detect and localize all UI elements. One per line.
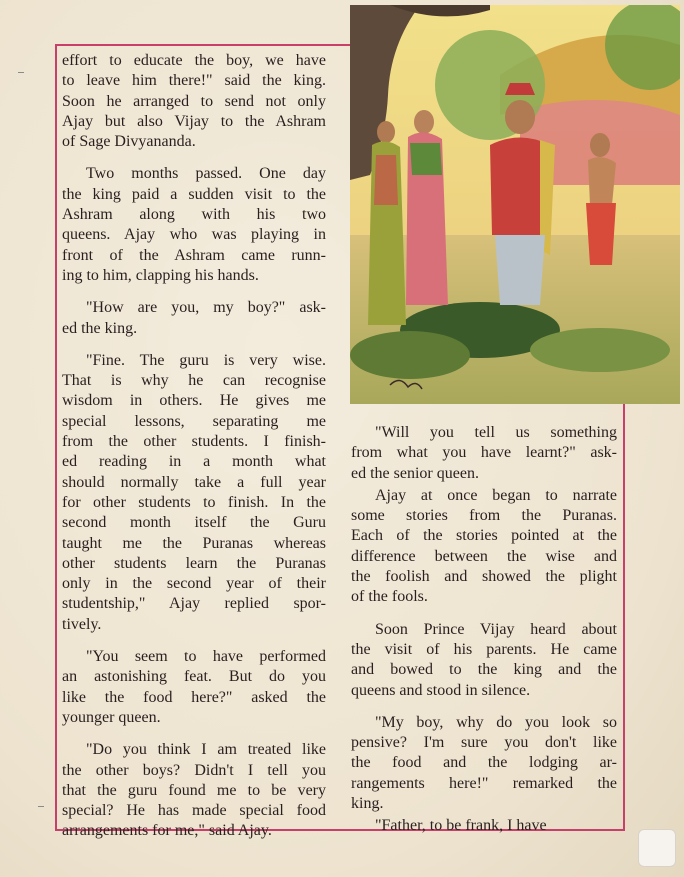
text-line: that the guru found me to be very [62, 781, 326, 799]
frame-left [55, 44, 57, 830]
text-line: and bowed to the king and the [351, 661, 617, 679]
text-line: special lessons, separating me [62, 412, 326, 430]
text-line: to leave him there!" said the king. [62, 72, 326, 90]
text-line: of Sage Divyananda. [62, 133, 196, 151]
text-line: the king paid a sudden visit to the [62, 185, 326, 203]
text-line: only in the second year of their [62, 575, 326, 593]
text-line: queens. Ajay who was playing in [62, 226, 326, 244]
frame-right [623, 404, 625, 831]
text-line: for other students to finish. In the [62, 493, 326, 511]
text-line: effort to educate the boy, we have [62, 52, 326, 69]
text-line: king. [351, 795, 384, 813]
text-line: arrangements for me," said Ajay. [62, 822, 272, 840]
paragraph [351, 423, 617, 484]
text-line: from what you have learnt?" ask- [351, 444, 617, 462]
text-line: queens and stood in silence. [351, 681, 531, 699]
text-line: other students learn the Puranas [62, 554, 326, 572]
text-line: the foolish and showed the plight [351, 568, 617, 586]
paragraph [351, 816, 617, 836]
margin-mark [38, 806, 44, 807]
paragraph [62, 164, 326, 286]
left-text-column [62, 51, 326, 842]
text-line: the visit of his parents. He came [351, 640, 617, 658]
text-line: Soon he arranged to send not only [62, 92, 326, 110]
text-line: front of the Ashram came runn- [62, 246, 326, 264]
text-line: ed the senior queen. [351, 464, 479, 482]
text-line: tively. [62, 615, 102, 633]
text-line: "My boy, why do you look so [375, 713, 617, 731]
text-line: Ajay but also Vijay to the Ashram [62, 112, 326, 130]
paragraph [351, 713, 617, 814]
text-line: Ajay at once began to narrate [375, 486, 617, 504]
text-line: Two months passed. One day [86, 165, 326, 183]
margin-mark [18, 72, 24, 73]
paragraph [62, 298, 326, 339]
text-line: special? He has made special food [62, 802, 326, 820]
frame-top-left [55, 44, 351, 46]
text-line: "Do you think I am treated like [86, 741, 326, 759]
text-line: rangements here!" remarked the [351, 774, 617, 792]
text-line: the other boys? Didn't I tell you [62, 761, 326, 779]
right-text-column [351, 423, 617, 837]
text-line: "Fine. The guru is very wise. [86, 351, 326, 369]
text-line: Ashram along with his two [62, 206, 326, 224]
text-line: "Father, to be frank, I have [375, 817, 547, 835]
text-line: "You seem to have performed [86, 648, 326, 666]
text-line: "How are you, my boy?" ask- [86, 299, 326, 317]
text-line: some stories from the Puranas. [351, 507, 617, 525]
paragraph [351, 620, 617, 701]
text-line: ed reading in a month what [62, 453, 326, 471]
paragraph [62, 740, 326, 841]
paragraph [62, 351, 326, 635]
text-line: younger queen. [62, 708, 161, 726]
corner-stamp [638, 829, 676, 867]
text-line: the food and the lodging ar- [351, 754, 617, 772]
text-line: of the fools. [351, 588, 428, 606]
paragraph [62, 647, 326, 728]
text-line: ing to him, clapping his hands. [62, 266, 259, 284]
paragraph [62, 51, 326, 152]
illustration-king-queens-boy-icon [350, 5, 680, 404]
text-line: an astonishing feat. But do you [62, 668, 326, 686]
text-line: Soon Prince Vijay heard about [375, 620, 617, 638]
text-line: studentship," Ajay replied spor- [62, 595, 326, 613]
text-line: like the food here?" asked the [62, 688, 326, 706]
text-line: Each of the stories pointed at the [351, 527, 617, 545]
text-line: taught me the Puranas whereas [62, 534, 326, 552]
text-line: wisdom in others. He gives me [62, 392, 326, 410]
text-line: second month itself the Guru [62, 514, 326, 532]
text-line: should normally take a full year [62, 473, 326, 491]
paragraph [351, 486, 617, 608]
text-line: difference between the wise and [351, 547, 617, 565]
text-line: "Will you tell us something [375, 424, 617, 441]
illustration-panel [350, 5, 680, 404]
text-line: from the other students. I finish- [62, 433, 326, 451]
text-line: pensive? I'm sure you don't like [351, 734, 617, 752]
text-line: That is why he can recognise [62, 372, 326, 390]
text-line: ed the king. [62, 319, 138, 337]
